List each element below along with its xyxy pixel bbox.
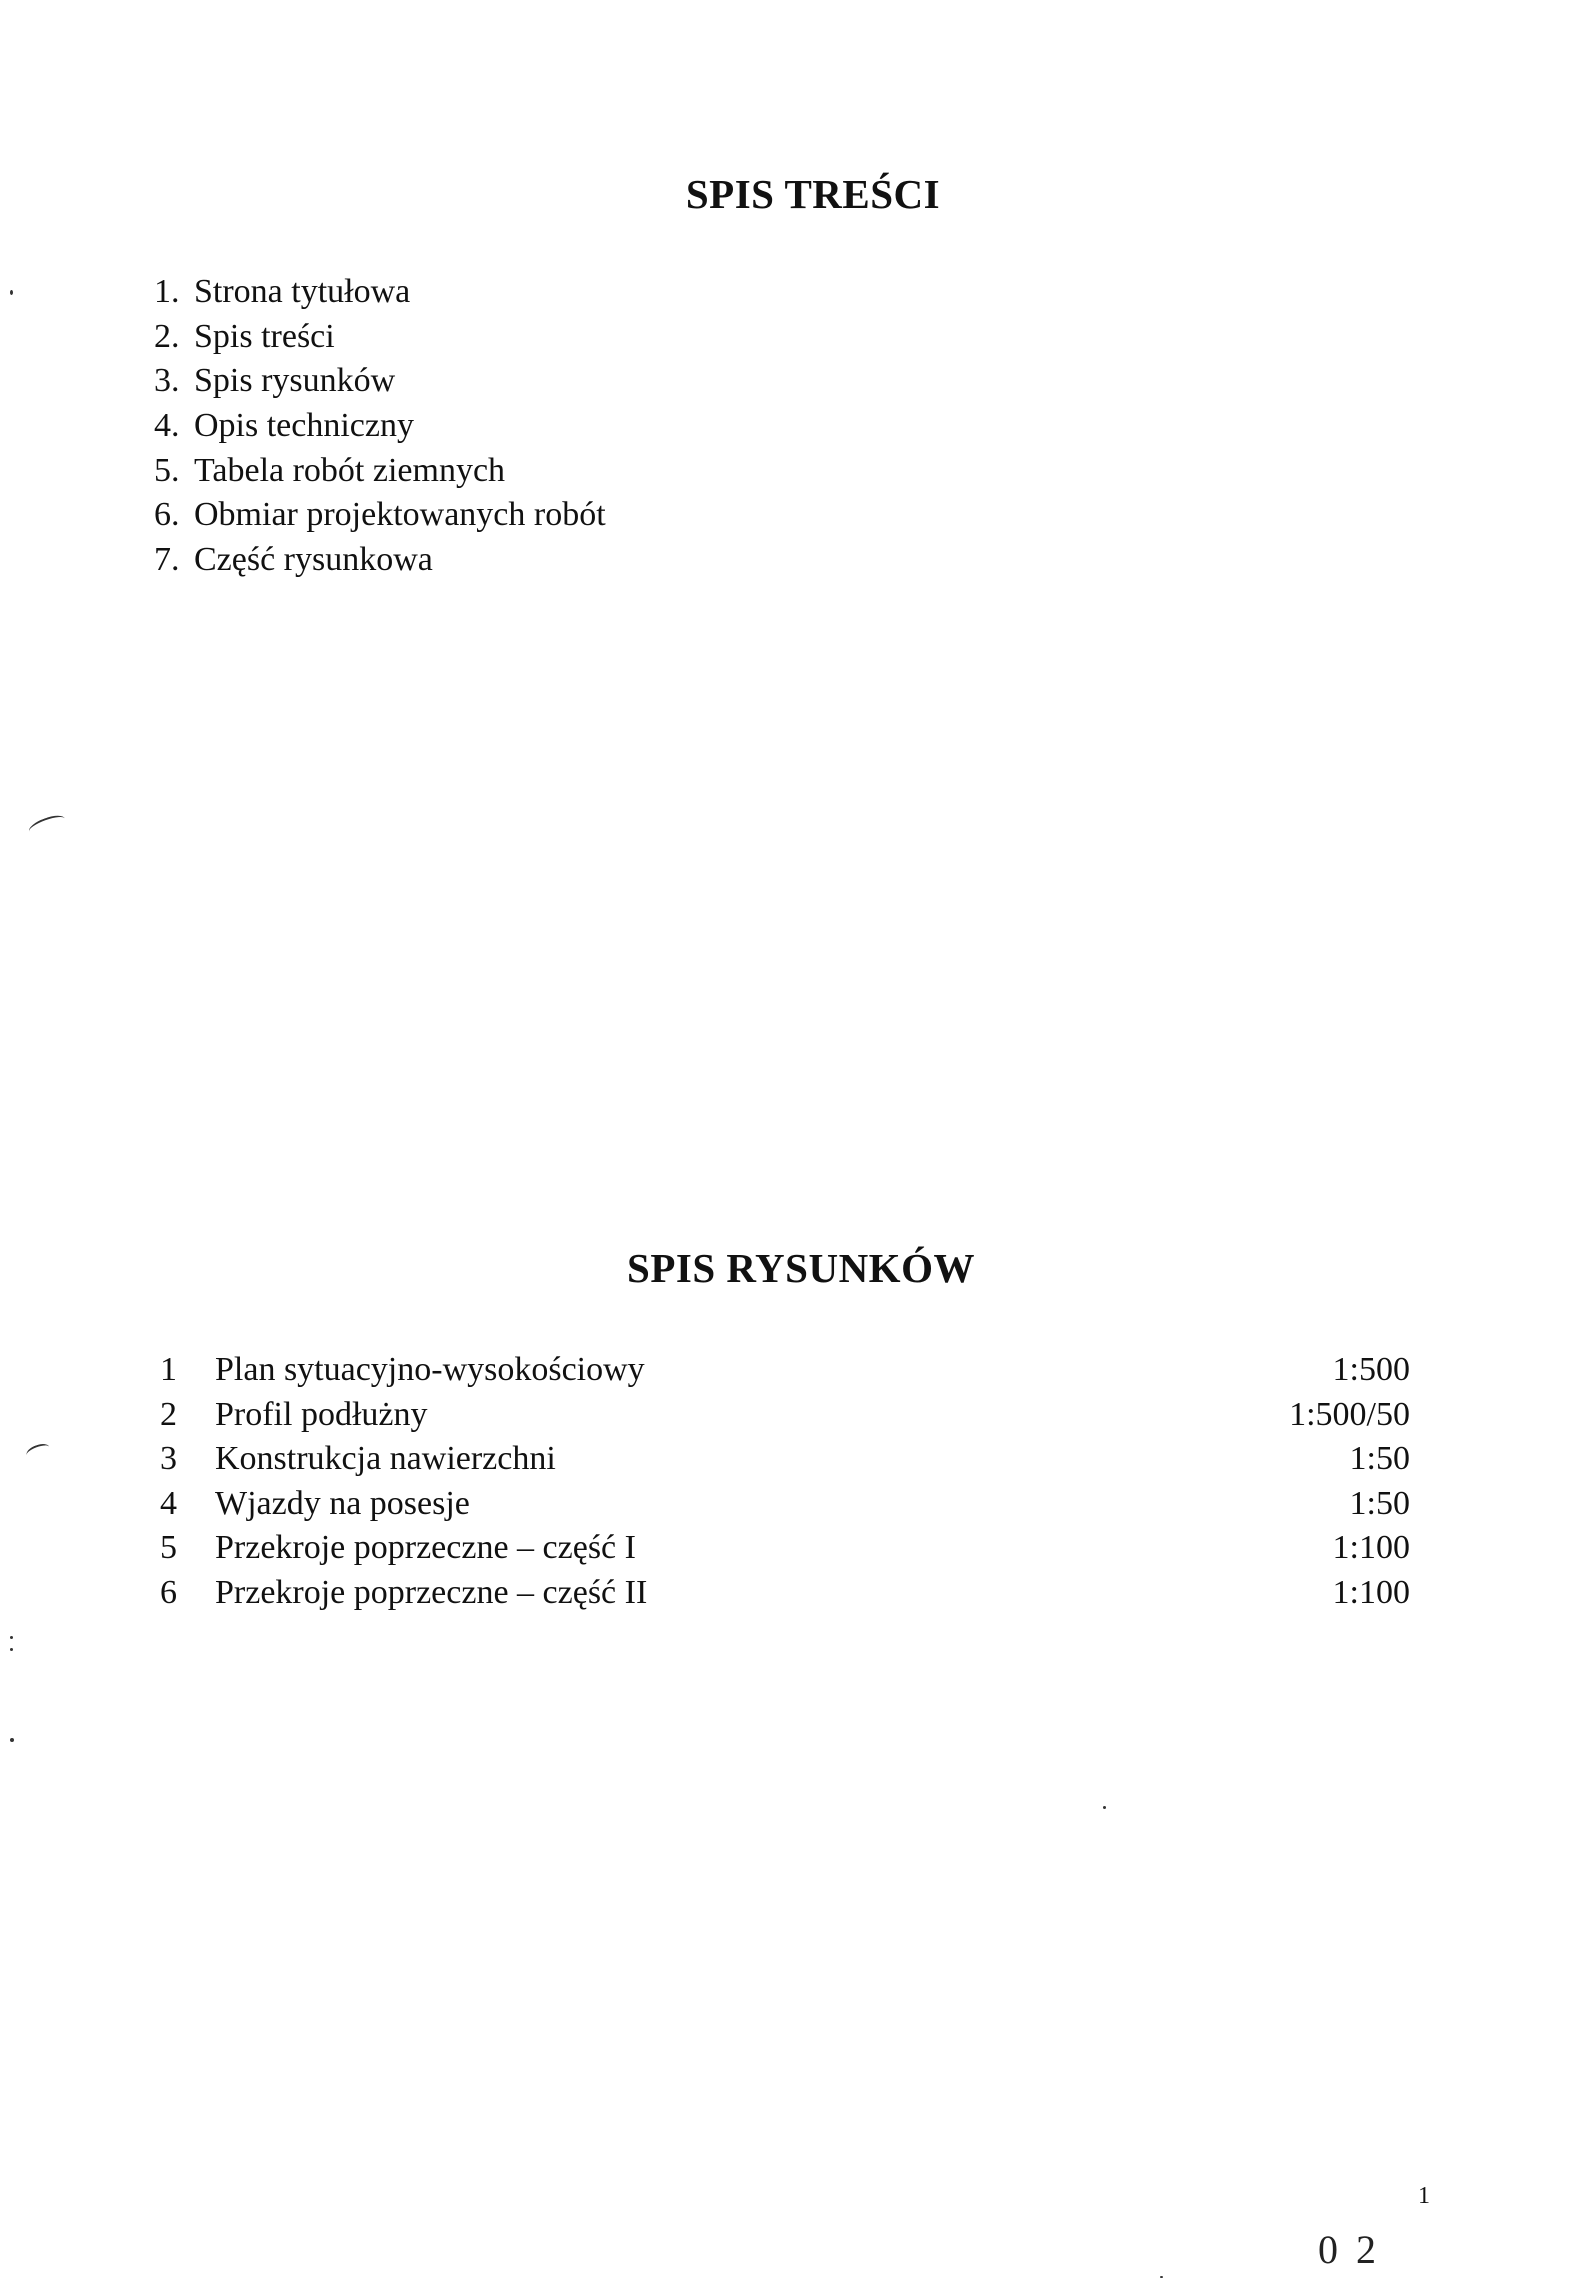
toc-item-number: 3. [154, 362, 180, 400]
toc-item-label: Spis rysunków [194, 362, 396, 400]
drawing-number: 6 [160, 1573, 177, 1611]
drawings-list [160, 1348, 1410, 1616]
drawing-row [160, 1348, 1410, 1393]
drawing-scale: 1:500 [1332, 1351, 1410, 1388]
toc-item-label: Tabela robót ziemnych [194, 451, 506, 489]
toc-item-number: 2. [154, 317, 180, 355]
toc-item-label: Strona tytułowa [194, 273, 411, 310]
scan-speck [1103, 1806, 1106, 1809]
drawing-title: Profil podłużny [215, 1395, 428, 1433]
drawing-title: Przekroje poprzeczne – część II [215, 1573, 648, 1611]
page-number: 1 [1418, 2183, 1430, 2209]
drawing-title: Plan sytuacyjno-wysokościowy [215, 1351, 645, 1388]
drawing-row [160, 1571, 1410, 1616]
drawing-title: Przekroje poprzeczne – część I [215, 1529, 636, 1567]
drawing-scale: 1:100 [1332, 1529, 1410, 1567]
drawing-number: 2 [160, 1395, 177, 1433]
scan-speck [1160, 2276, 1163, 2278]
toc-item-number: 5. [154, 451, 180, 489]
drawing-scale: 1:50 [1349, 1484, 1410, 1522]
scan-mark [25, 1441, 52, 1460]
toc-item [154, 315, 606, 360]
toc-item-number: 7. [154, 541, 180, 579]
drawing-scale: 1:50 [1349, 1440, 1410, 1478]
scan-speck [10, 1648, 13, 1651]
toc-item-label: Obmiar projektowanych robót [194, 496, 606, 534]
scan-speck [10, 1636, 13, 1639]
toc-item [154, 404, 606, 449]
drawing-row [160, 1437, 1410, 1482]
drawing-scale: 1:100 [1332, 1573, 1410, 1611]
scan-mark [27, 812, 67, 838]
drawing-scale: 1:500/50 [1289, 1395, 1410, 1433]
drawing-title: Konstrukcja nawierzchni [215, 1440, 556, 1478]
stamp-number: 0 2 [1318, 2227, 1380, 2272]
toc-item-label: Opis techniczny [194, 407, 414, 445]
drawing-row [160, 1482, 1410, 1527]
toc-item [154, 538, 606, 583]
toc-item [154, 449, 606, 494]
drawing-row [160, 1526, 1410, 1571]
scan-speck [10, 1738, 14, 1742]
toc-item-number: 6. [154, 496, 180, 534]
toc-title: SPIS TREŚCI [685, 171, 941, 217]
toc-item [154, 359, 606, 404]
scan-speck [10, 290, 13, 295]
toc-item-label: Część rysunkowa [194, 541, 433, 579]
drawings-title: SPIS RYSUNKÓW [627, 1245, 975, 1291]
toc-item-number: 1. [154, 273, 180, 310]
toc-item [154, 493, 606, 538]
drawing-number: 4 [160, 1484, 177, 1522]
toc-item-number: 4. [154, 407, 180, 445]
drawing-title: Wjazdy na posesje [215, 1484, 470, 1522]
drawing-number: 3 [160, 1440, 177, 1478]
drawing-number: 1 [160, 1351, 177, 1388]
toc-item [154, 270, 606, 315]
drawing-row [160, 1393, 1410, 1438]
toc-list [154, 270, 606, 583]
drawing-number: 5 [160, 1529, 177, 1567]
toc-item-label: Spis treści [194, 317, 335, 355]
